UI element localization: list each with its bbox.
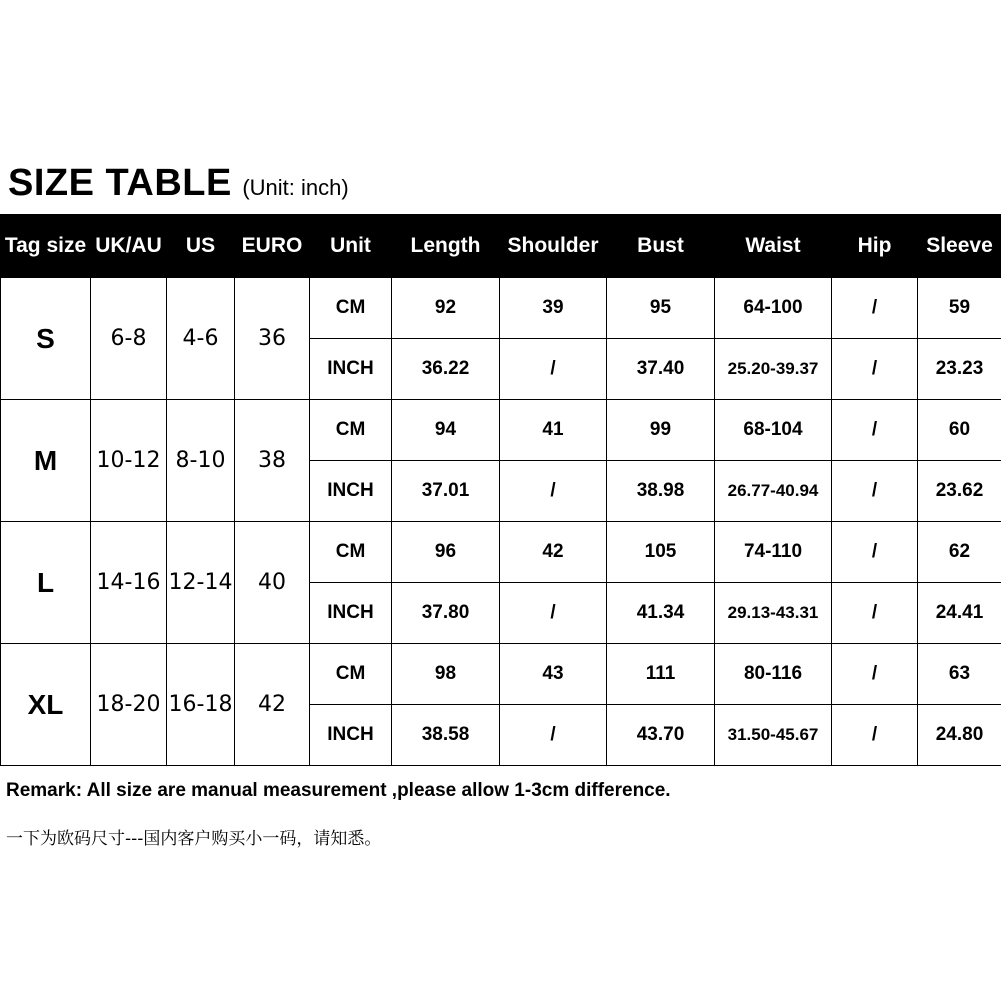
shoulder-cell: 42: [500, 522, 607, 583]
waist-cell: 80-116: [715, 644, 832, 705]
hip-cell: /: [832, 705, 918, 766]
bust-cell: 41.34: [607, 583, 715, 644]
bust-cell: 99: [607, 400, 715, 461]
header-cell-waist: Waist: [715, 215, 832, 278]
header-cell-sleeve: Sleeve: [918, 215, 1001, 278]
shoulder-cell: /: [500, 339, 607, 400]
length-cell: 38.58: [392, 705, 500, 766]
sleeve-cell: 60: [918, 400, 1001, 461]
header-cell-us: US: [167, 215, 235, 278]
euro-cell: 36: [235, 278, 310, 400]
hip-cell: /: [832, 339, 918, 400]
tag-size-cell: M: [1, 400, 91, 522]
bust-cell: 105: [607, 522, 715, 583]
sleeve-cell: 24.80: [918, 705, 1001, 766]
hip-cell: /: [832, 278, 918, 339]
us-cell: 16-18: [167, 644, 235, 766]
remark-text: Remark: All size are manual measurement ,please allow 1-3cm difference.: [6, 780, 671, 801]
header-cell-hip: Hip: [832, 215, 918, 278]
bust-cell: 43.70: [607, 705, 715, 766]
length-cell: 96: [392, 522, 500, 583]
uk-au-cell: 6-8: [91, 278, 167, 400]
uk-au-cell: 18-20: [91, 644, 167, 766]
table-row: [1, 400, 1001, 461]
hip-cell: /: [832, 461, 918, 522]
unit-cell: INCH: [310, 583, 392, 644]
header-cell-unit: Unit: [310, 215, 392, 278]
uk-au-cell: 14-16: [91, 522, 167, 644]
euro-cell: 38: [235, 400, 310, 522]
tag-size-cell: L: [1, 522, 91, 644]
size-table: [0, 214, 1001, 766]
table-row: [1, 644, 1001, 705]
sleeve-cell: 59: [918, 278, 1001, 339]
waist-cell: 25.20-39.37: [715, 339, 832, 400]
us-cell: 8-10: [167, 400, 235, 522]
length-cell: 36.22: [392, 339, 500, 400]
hip-cell: /: [832, 400, 918, 461]
length-cell: 37.80: [392, 583, 500, 644]
page-title: SIZE TABLE: [8, 162, 232, 204]
unit-cell: INCH: [310, 461, 392, 522]
header-cell-euro: EURO: [235, 215, 310, 278]
header-cell-shoulder: Shoulder: [500, 215, 607, 278]
header-cell-uk-au: UK/AU: [91, 215, 167, 278]
waist-cell: 26.77-40.94: [715, 461, 832, 522]
us-cell: 12-14: [167, 522, 235, 644]
table-header-row: [1, 215, 1001, 278]
unit-cell: CM: [310, 522, 392, 583]
unit-note: (Unit: inch): [242, 175, 349, 200]
waist-cell: 31.50-45.67: [715, 705, 832, 766]
hip-cell: /: [832, 583, 918, 644]
shoulder-cell: /: [500, 583, 607, 644]
header-cell-length: Length: [392, 215, 500, 278]
sleeve-cell: 23.62: [918, 461, 1001, 522]
shoulder-cell: 41: [500, 400, 607, 461]
length-cell: 92: [392, 278, 500, 339]
unit-cell: CM: [310, 644, 392, 705]
waist-cell: 64-100: [715, 278, 832, 339]
shoulder-cell: 43: [500, 644, 607, 705]
euro-cell: 40: [235, 522, 310, 644]
header-cell-tag-size: Tag size: [1, 215, 91, 278]
tag-size-cell: S: [1, 278, 91, 400]
bust-cell: 111: [607, 644, 715, 705]
length-cell: 94: [392, 400, 500, 461]
waist-cell: 29.13-43.31: [715, 583, 832, 644]
euro-cell: 42: [235, 644, 310, 766]
sleeve-cell: 23.23: [918, 339, 1001, 400]
table-row: [1, 522, 1001, 583]
chinese-note: 一下为欧码尺寸---国内客户购买小一码，请知悉。: [6, 829, 382, 849]
sleeve-cell: 24.41: [918, 583, 1001, 644]
bust-cell: 95: [607, 278, 715, 339]
bust-cell: 38.98: [607, 461, 715, 522]
sleeve-cell: 63: [918, 644, 1001, 705]
unit-cell: INCH: [310, 339, 392, 400]
table-row: [1, 278, 1001, 339]
shoulder-cell: /: [500, 461, 607, 522]
waist-cell: 74-110: [715, 522, 832, 583]
bust-cell: 37.40: [607, 339, 715, 400]
us-cell: 4-6: [167, 278, 235, 400]
hip-cell: /: [832, 522, 918, 583]
unit-cell: INCH: [310, 705, 392, 766]
hip-cell: /: [832, 644, 918, 705]
tag-size-cell: XL: [1, 644, 91, 766]
unit-cell: CM: [310, 278, 392, 339]
shoulder-cell: 39: [500, 278, 607, 339]
length-cell: 37.01: [392, 461, 500, 522]
sleeve-cell: 62: [918, 522, 1001, 583]
shoulder-cell: /: [500, 705, 607, 766]
header-cell-bust: Bust: [607, 215, 715, 278]
title-row: [8, 162, 349, 205]
waist-cell: 68-104: [715, 400, 832, 461]
uk-au-cell: 10-12: [91, 400, 167, 522]
length-cell: 98: [392, 644, 500, 705]
unit-cell: CM: [310, 400, 392, 461]
